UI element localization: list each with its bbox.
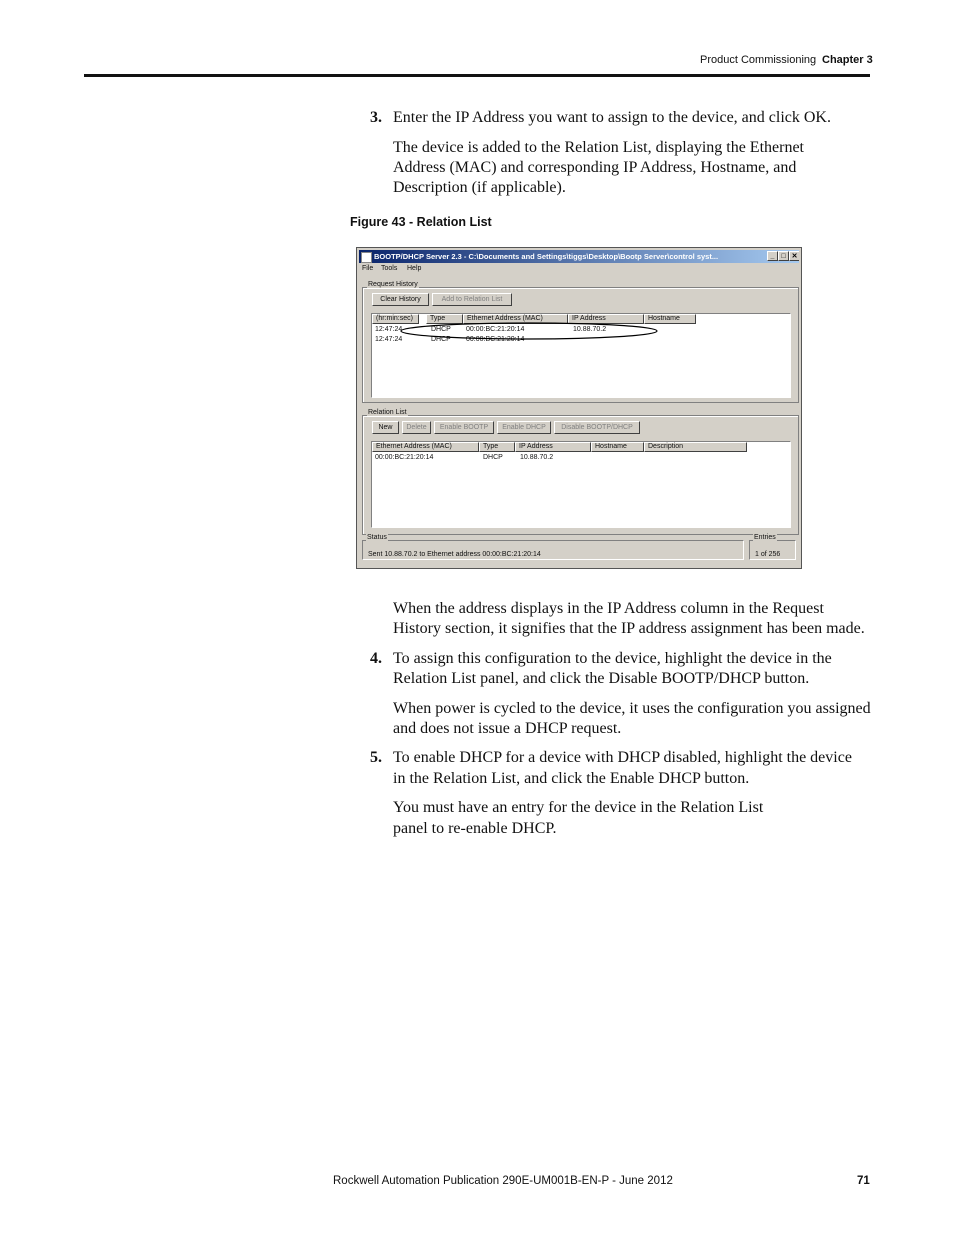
entries-box [749, 540, 796, 560]
column-header[interactable]: Description [644, 442, 747, 452]
step-4-line: To assign this configuration to the device, highlight the device in the [393, 650, 832, 667]
after-figure-line: History section, it signifies that the IP address assignment has been made. [393, 620, 865, 637]
step-5-note-line: You must have an entry for the device in the Relation List [393, 799, 764, 816]
page-number: 71 [857, 1175, 870, 1187]
step-3-text: Enter the IP Address you want to assign to the device, and click OK. [393, 109, 831, 126]
menu-help[interactable]: Help [407, 265, 422, 272]
mac-cell: 00:00:BC:21:20:14 [375, 454, 434, 461]
bootp-dhcp-window [356, 247, 802, 569]
minimize-button[interactable]: _ [767, 251, 778, 261]
column-header[interactable]: Hostname [644, 314, 696, 324]
column-header[interactable]: Type [479, 442, 515, 452]
new-button[interactable]: New [372, 421, 399, 434]
running-header-chapter: Chapter 3 [822, 54, 873, 66]
step-5-line: in the Relation List, and click the Enable DHCP button. [393, 770, 750, 787]
column-header[interactable]: (hr:min:sec) [372, 314, 419, 324]
request-history-list[interactable] [371, 313, 791, 398]
column-header[interactable]: Ethernet Address (MAC) [463, 314, 568, 324]
relation-list-label: Relation List [368, 409, 407, 416]
column-header[interactable]: Type [426, 314, 463, 324]
header-rule [84, 74, 870, 77]
running-header-section: Product Commissioning [700, 54, 817, 66]
add-to-relation-list-button[interactable]: Add to Relation List [432, 293, 512, 306]
step-4-line: Relation List panel, and click the Disable BOOTP/DHCP button. [393, 670, 810, 687]
maximize-button[interactable]: □ [778, 251, 789, 261]
disable-bootp-dhcp-button[interactable]: Disable BOOTP/DHCP [554, 421, 640, 434]
step-3-note-line: The device is added to the Relation List, displaying the Ethernet [393, 139, 804, 156]
enable-dhcp-button[interactable]: Enable DHCP [497, 421, 551, 434]
type-cell: DHCP [431, 326, 451, 333]
step-3-note-line: Address (MAC) and corresponding IP Address, Hostname, and [393, 159, 797, 176]
app-icon [361, 252, 372, 263]
entries-value: 1 of 256 [755, 551, 781, 558]
type-cell: DHCP [431, 336, 451, 343]
column-header[interactable]: IP Address [568, 314, 644, 324]
time-cell: 12:47:24 [375, 326, 403, 333]
status-box [362, 540, 744, 560]
step-3-number: 3. [370, 109, 382, 126]
step-4-note-line: When power is cycled to the device, it uses the configuration you assigned [393, 700, 871, 717]
enable-bootp-button[interactable]: Enable BOOTP [434, 421, 494, 434]
highlight-ellipse [372, 314, 792, 354]
step-5-number: 5. [370, 749, 382, 766]
window-titlebar [359, 250, 799, 263]
status-label: Status [367, 534, 387, 541]
status-text: Sent 10.88.70.2 to Ethernet address 00:00:BC:21:20:14 [368, 551, 541, 558]
column-header[interactable]: Hostname [591, 442, 644, 452]
ip-cell: 10.88.70.2 [573, 326, 607, 333]
mac-cell: 00:00:BC:21:20:14 [466, 336, 525, 343]
close-button[interactable]: ✕ [789, 251, 799, 261]
column-header[interactable]: IP Address [515, 442, 591, 452]
mac-cell: 00:00:BC:21:20:14 [466, 326, 525, 333]
relation-list-table[interactable] [371, 441, 791, 528]
type-cell: DHCP [483, 454, 503, 461]
step-3-note-line: Description (if applicable). [393, 179, 566, 196]
step-5-note-line: panel to re-enable DHCP. [393, 820, 557, 837]
delete-button[interactable]: Delete [402, 421, 431, 434]
step-4-number: 4. [370, 650, 382, 667]
step-5-line: To enable DHCP for a device with DHCP disabled, highlight the device [393, 749, 852, 766]
entries-label: Entries [754, 534, 776, 541]
ip-cell: 10.88.70.2 [520, 454, 554, 461]
after-figure-line: When the address displays in the IP Address column in the Request [393, 600, 824, 617]
footer-publication: Rockwell Automation Publication 290E-UM001B-EN-P - June 2012 [333, 1175, 673, 1187]
clear-history-button[interactable]: Clear History [372, 293, 429, 306]
request-history-label: Request History [368, 281, 418, 288]
step-4-note-line: and does not issue a DHCP request. [393, 720, 622, 737]
column-header[interactable]: Ethernet Address (MAC) [372, 442, 479, 452]
window-title: BOOTP/DHCP Server 2.3 - C:\Documents and Settings\tiggs\Desktop\Bootp Server\control syst... [374, 252, 719, 261]
menu-tools[interactable]: Tools [381, 265, 398, 272]
figure-caption: Figure 43 - Relation List [350, 215, 492, 229]
menu-file[interactable]: File [362, 265, 374, 272]
time-cell: 12:47:24 [375, 336, 403, 343]
